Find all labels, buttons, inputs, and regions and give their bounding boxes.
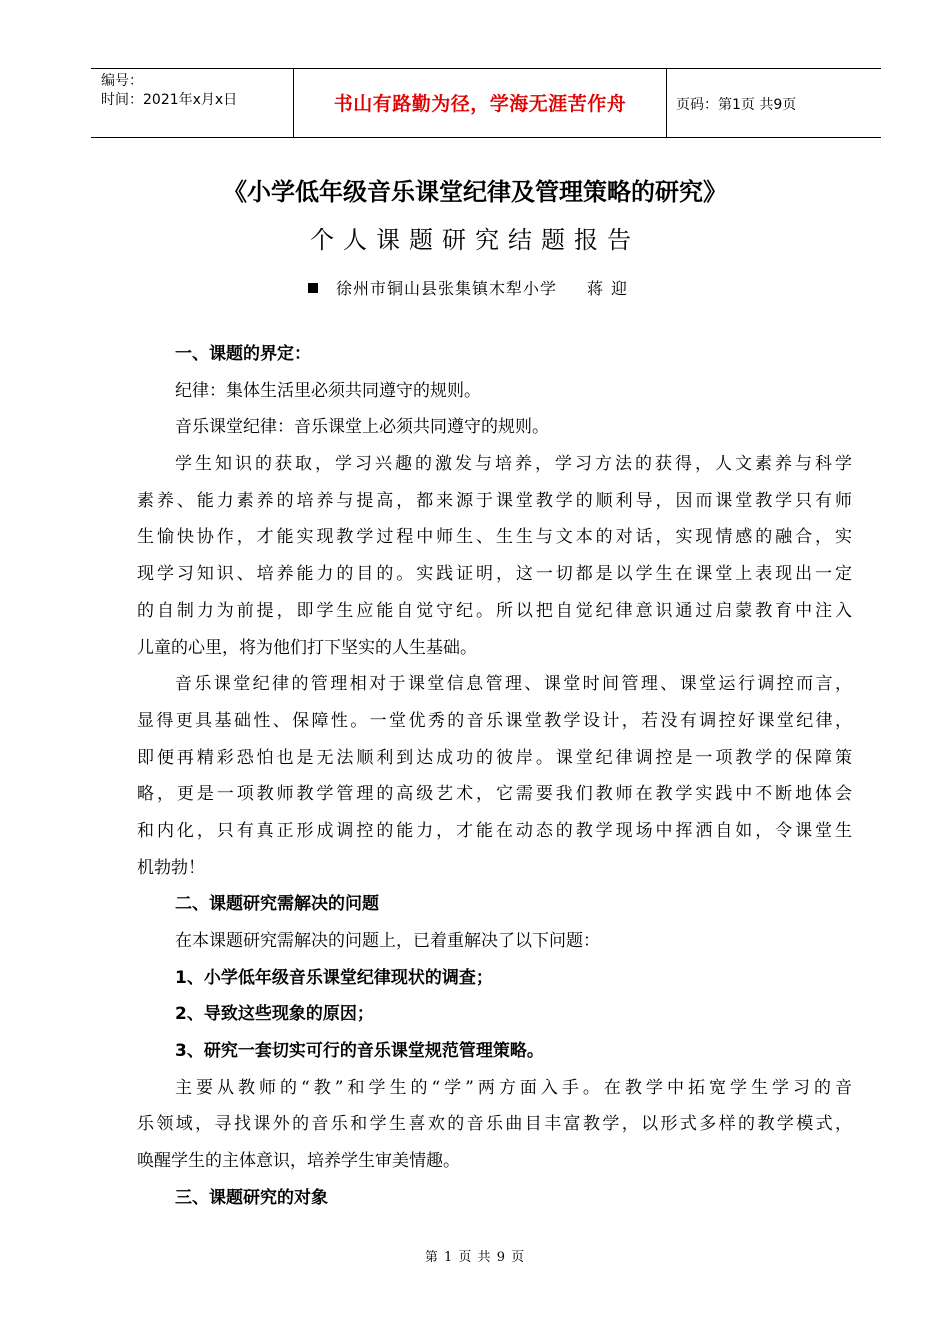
page-footer: 第 1 页 共 9 页 [424, 1250, 526, 1265]
section-2-intro: 在本课题研究需解决的问题上，已着重解决了以下问题： [175, 931, 600, 951]
paragraph-line: 主要从教师的“教”和学生的“学”两方面入手。在教学中拓宽学生学习的音 [175, 1077, 852, 1098]
definition-music-discipline: 音乐课堂纪律：音乐课堂上必须共同遵守的规则。 [175, 417, 549, 438]
section-heading-1: 一、课题的界定： [175, 344, 311, 364]
paragraph-line: 的自制力为前提，即学生应能自觉守纪。所以把自觉纪律意识通过启蒙教育中注入 [137, 600, 852, 621]
paragraph-line: 生愉快协作，才能实现教学过程中师生、生生与文本的对话，实现情感的融合，实 [137, 527, 852, 548]
list-item: 1、小学低年级音乐课堂纪律现状的调查； [175, 967, 493, 988]
number-label: 编号： [101, 73, 143, 89]
header-meta-cell [91, 69, 293, 137]
paragraph-3 [137, 1070, 852, 1180]
section-heading-3: 三、课题研究的对象 [175, 1187, 328, 1208]
paragraph-line: 略，更是一项教师教学管理的高级艺术，它需要我们教师在教学实践中不断地体会 [137, 784, 852, 805]
header-page-cell [666, 69, 881, 137]
paragraph-line: 儿童的心里，将为他们打下坚实的人生基础。 [137, 637, 477, 658]
paragraph-line: 和内化，只有真正形成调控的能力，才能在动态的教学现场中挥洒自如，令课堂生 [137, 820, 852, 841]
paragraph-line: 音乐课堂纪律的管理相对于课堂信息管理、课堂时间管理、课堂运行调控而言， [175, 674, 852, 695]
paragraph-line: 显得更具基础性、保障性。一堂优秀的音乐课堂教学设计，若没有调控好课堂纪律， [137, 710, 852, 731]
document-title: 《小学低年级音乐课堂纪律及管理策略的研究》 [223, 178, 727, 206]
author-line [308, 276, 635, 299]
document-body [137, 336, 852, 1217]
page-info: 页码：第1页 共9页 [676, 97, 797, 113]
time-label: 时间：2021年x月x日 [101, 92, 238, 108]
section-heading-2: 二、课题研究需解决的问题 [175, 894, 379, 915]
document-subtitle: 个人课题研究结题报告 [310, 226, 640, 254]
paragraph-line: 乐领域，寻找课外的音乐和学生喜欢的音乐曲目丰富教学，以形式多样的教学模式， [137, 1114, 852, 1135]
paragraph-line: 即便再精彩恐怕也是无法顺利到达成功的彼岸。课堂纪律调控是一项教学的保障策 [137, 747, 852, 768]
paragraph-line: 机勃勃！ [137, 857, 205, 878]
paragraph-2 [137, 666, 852, 886]
paragraph-1 [137, 446, 852, 666]
definition-discipline: 纪律：集体生活里必须共同遵守的规则。 [175, 380, 481, 401]
author-name: 蒋迎 [587, 279, 636, 298]
author-school: 徐州市铜山县张集镇木犁小学 [336, 279, 558, 298]
list-item: 3、研究一套切实可行的音乐课堂规范管理策略。 [175, 1041, 544, 1062]
header-motto: 书山有路勤为径，学海无涯苦作舟 [333, 93, 627, 115]
header-motto-cell [293, 69, 667, 137]
bullet-square-icon [308, 283, 318, 293]
paragraph-line: 现学习知识、培养能力的目的。实践证明，这一切都是以学生在课堂上表现出一定 [137, 564, 852, 585]
document-header [91, 68, 881, 138]
paragraph-line: 素养、能力素养的培养与提高，都来源于课堂教学的顺利导，因而课堂教学只有师 [137, 490, 852, 511]
paragraph-line: 唤醒学生的主体意识，培养学生审美情趣。 [137, 1151, 460, 1172]
list-item: 2、导致这些现象的原因； [175, 1004, 374, 1025]
paragraph-line: 学生知识的获取，学习兴趣的激发与培养，学习方法的获得，人文素养与科学 [175, 454, 852, 475]
